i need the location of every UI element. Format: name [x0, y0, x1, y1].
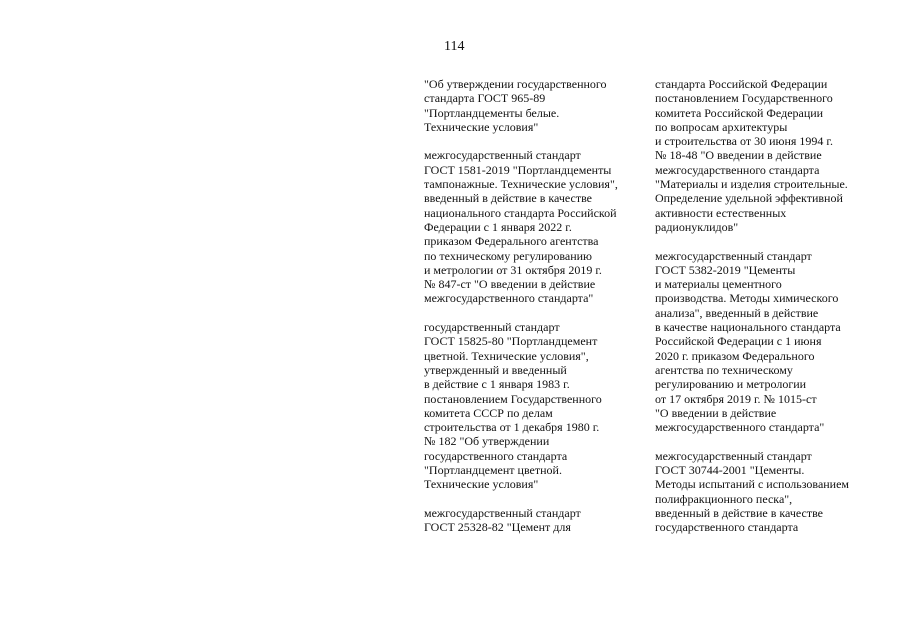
- text-line: строительства от 1 декабря 1980 г.: [424, 420, 600, 435]
- text-line: стандарта ГОСТ 965-89: [424, 91, 546, 106]
- text-line: межгосударственный стандарт: [424, 505, 581, 520]
- text-line: от 17 октября 2019 г. № 1015-ст: [655, 391, 817, 406]
- text-line: № 847-ст "О введении в действие: [424, 277, 596, 292]
- page-number: 114: [444, 39, 465, 54]
- text-line: "Портландцементы белые.: [424, 105, 560, 120]
- text-line: активности естественных: [655, 205, 787, 220]
- text-line: Методы испытаний с использованием: [655, 477, 850, 492]
- text-line: Технические условия": [424, 477, 539, 492]
- text-line: "Портландцемент цветной.: [424, 463, 562, 478]
- text-line: государственного стандарта: [424, 448, 568, 463]
- text-line: национального стандарта Российской: [424, 205, 617, 220]
- text-line: полифракционного песка",: [655, 491, 793, 506]
- text-line: радионуклидов": [655, 219, 739, 234]
- right-column: [655, 77, 895, 549]
- text-line: "Материалы и изделия строительные.: [655, 177, 848, 192]
- text-line: ГОСТ 15825-80 "Портландцемент: [424, 334, 598, 349]
- text-line: анализа", введенный в действие: [655, 305, 819, 320]
- text-line: утвержденный и введенный: [424, 362, 567, 377]
- text-line: ГОСТ 25328-82 "Цемент для: [424, 520, 571, 535]
- text-line: регулированию и метрологии: [655, 377, 807, 392]
- text-line: и метрологии от 31 октября 2019 г.: [424, 262, 602, 277]
- text-line: № 18-48 "О введении в действие: [655, 148, 822, 163]
- text-line: № 182 "Об утверждении: [424, 434, 550, 449]
- text-line: Российской Федерации с 1 июня: [655, 334, 822, 349]
- text-line: Федерации с 1 января 2022 г.: [424, 219, 572, 234]
- text-line: в качестве национального стандарта: [655, 320, 841, 335]
- text-line: ГОСТ 5382-2019 "Цементы: [655, 262, 796, 277]
- text-line: по техническому регулированию: [424, 248, 593, 263]
- text-line: и материалы цементного: [655, 277, 782, 292]
- text-line: введенный в действие в качестве: [424, 191, 593, 206]
- text-line: постановлением Государственного: [655, 91, 833, 106]
- text-paragraph: [424, 506, 649, 535]
- text-line: межгосударственный стандарт: [655, 448, 812, 463]
- left-column: [424, 77, 649, 549]
- text-paragraph: [424, 320, 649, 492]
- text-line: "Об утверждении государственного: [424, 77, 607, 91]
- text-line: государственного стандарта: [655, 520, 799, 535]
- text-paragraph: [424, 148, 649, 305]
- text-line: тампонажные. Технические условия",: [424, 177, 618, 192]
- text-line: агентства по техническому: [655, 362, 793, 377]
- text-line: ГОСТ 1581-2019 "Портландцементы: [424, 162, 612, 177]
- text-line: межгосударственного стандарта: [655, 162, 820, 177]
- text-paragraph: [655, 77, 895, 234]
- text-line: межгосударственного стандарта": [655, 420, 825, 435]
- text-line: постановлением Государственного: [424, 391, 602, 406]
- text-line: в действие с 1 января 1983 г.: [424, 377, 570, 392]
- text-line: по вопросам архитектуры: [655, 119, 788, 134]
- text-line: государственный стандарт: [424, 320, 560, 335]
- text-line: "О введении в действие: [655, 405, 777, 420]
- text-line: стандарта Российской Федерации: [655, 77, 828, 91]
- text-line: межгосударственный стандарт: [424, 148, 581, 163]
- text-line: приказом Федерального агентства: [424, 234, 599, 249]
- text-line: Определение удельной эффективной: [655, 191, 843, 206]
- text-line: межгосударственный стандарт: [655, 248, 812, 263]
- text-line: Технические условия": [424, 119, 539, 134]
- text-line: 2020 г. приказом Федерального: [655, 348, 815, 363]
- text-line: введенный в действие в качестве: [655, 505, 824, 520]
- text-line: и строительства от 30 июня 1994 г.: [655, 134, 833, 149]
- text-paragraph: [655, 249, 895, 435]
- text-line: ГОСТ 30744-2001 "Цементы.: [655, 463, 805, 478]
- text-line: цветной. Технические условия",: [424, 348, 589, 363]
- text-line: производства. Методы химического: [655, 291, 839, 306]
- text-line: комитета Российской Федерации: [655, 105, 824, 120]
- text-line: межгосударственного стандарта": [424, 291, 594, 306]
- text-line: комитета СССР по делам: [424, 405, 553, 420]
- text-paragraph: [424, 77, 649, 134]
- text-paragraph: [655, 449, 895, 535]
